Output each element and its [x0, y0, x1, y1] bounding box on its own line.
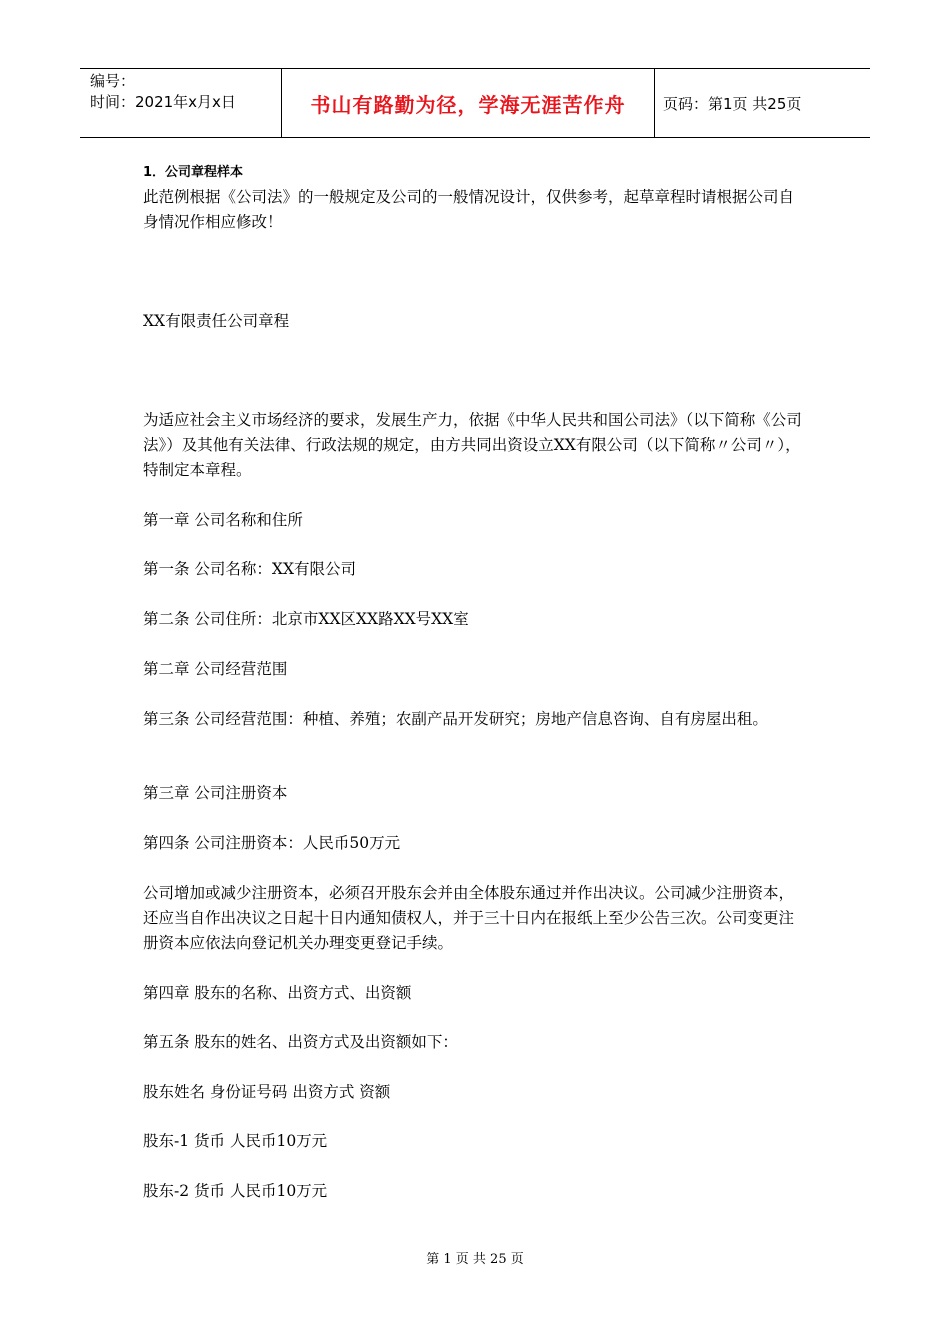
article-1: 第一条 公司名称：XX有限公司 — [143, 560, 356, 578]
article-3: 第三条 公司经营范围：种植、养殖；农副产品开发研究；房地产信息咨询、自有房屋出租。 — [143, 710, 768, 728]
chapter-4-heading: 第四章 股东的名称、出资方式、出资额 — [143, 984, 412, 1002]
header-page-cell — [655, 69, 870, 137]
chapter-2-heading: 第二章 公司经营范围 — [143, 660, 288, 678]
capital-change-paragraph: 公司增加或减少注册资本，必须召开股东会并由全体股东通过并作出决议。公司减少注册资本，还应当自作出决议之日起十日内通知债权人，并于三十日内在报纸上至少公告三次。公司变更注册资本应依法向登记机关办理变更登记手续。 — [143, 884, 795, 952]
shareholder-row-2: 股东-2 货币 人民币10万元 — [143, 1182, 328, 1200]
header-motto-cell — [282, 69, 655, 137]
article-2: 第二条 公司住所：北京市XX区XX路XX号XX室 — [143, 610, 469, 628]
chapter-3-heading: 第三章 公司注册资本 — [143, 784, 288, 802]
doc-title: XX有限责任公司章程 — [143, 312, 290, 330]
shareholder-table-header: 股东姓名 身份证号码 出资方式 资额 — [143, 1083, 391, 1101]
section-title: 1．公司章程样本 — [143, 165, 244, 180]
preamble-paragraph: 为适应社会主义市场经济的要求，发展生产力，依据《中华人民共和国公司法》（以下简称《公司法》）及其他有关法律、行政法规的规定，由方共同出资设立XX有限公司（以下简称〃公司〃），特制定本章程。 — [143, 411, 802, 479]
number-label: 编号： — [90, 72, 136, 90]
page-footer: 第 1 页 共 25 页 — [426, 1252, 524, 1267]
shareholder-row-1: 股东-1 货币 人民币10万元 — [143, 1132, 328, 1150]
chapter-1-heading: 第一章 公司名称和住所 — [143, 511, 303, 529]
header-meta — [80, 69, 282, 137]
time-label: 时间：2021年x月x日 — [90, 93, 236, 111]
page-info: 页码：第1页 共25页 — [663, 94, 802, 113]
article-5: 第五条 股东的姓名、出资方式及出资额如下： — [143, 1033, 458, 1051]
article-4: 第四条 公司注册资本：人民币50万元 — [143, 834, 401, 852]
page-header — [80, 68, 870, 138]
intro-paragraph: 此范例根据《公司法》的一般规定及公司的一般情况设计，仅供参考，起草章程时请根据公司自身情况作相应修改！ — [143, 188, 795, 231]
motto-text: 书山有路勤为径，学海无涯苦作舟 — [310, 92, 626, 117]
